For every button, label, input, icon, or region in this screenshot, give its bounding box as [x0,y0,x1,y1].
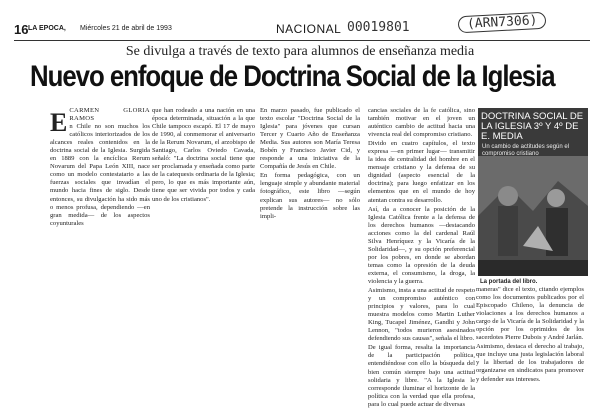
photo-caption: La portada del libro. [480,279,538,285]
article-column-4 [368,107,475,410]
book-cover-photo [478,108,588,276]
column-5-paragraph-1: maneras" dice el texto, citando ejemplos como los documentos publicados por el Episcopado Chileno, la denuncia de violaciones a los derechos humanos a cargo de la Vicaría de la Solidaridad y la opción por los oprimidos de los sacerdotes Pierre Dubois y André Jarlán. [476,286,584,342]
column-4-paragraph-4: Asimismo, insta a una actitud de respeto y un compromiso auténtico con principios y valores, para lo cual muestra modelos como Martin Luther King, Tucapel Jiménez, Gandhi y John Lennon, "todos murieron asesinados defendiendo sus causas", señala el libro. [368,287,475,343]
section-name: NACIONAL [276,22,342,36]
masthead [14,13,594,38]
column-4-paragraph-3: Así, da a conocer la posición de la Iglesia Católica frente a la defensa de los derechos humanos —destacando acciones como la del cardenal Raúl Silva Henríquez y la Vicaría de la Solidaridad—, y su opción preferencial por los pobres, en donde se abordan temas como la opresión de la deuda externa, el consumismo, la droga, la violencia y la guerra. [368,205,475,285]
cover-title: DOCTRINA SOCIAL DE LA IGLESIA 3º Y 4º DE E. MEDIA [481,111,584,142]
column-4-paragraph-1: cancias sociales de la fe católica, sino también motivar en el joven un auténtico cambio de actitud hacia una vivencia real del compromiso cristiano. [368,107,475,139]
article-headline: Nuevo enfoque de Doctrina Social de la Iglesia [30,60,555,93]
article-column-3 [260,107,360,222]
column-3-paragraph-1: En marzo pasado, fue publicado el texto escolar "Doctrina Social de la Iglesia" para jóvenes que cursan Tercer y Cuarto Año de Enseñanza Media. Sus autores son María Teresa Bobén y Francisco Javier Cid, y responde a una iniciativa de la Compañía de Jesús en Chile. [260,107,360,171]
column-5-paragraph-2: Asimismo, destaca el derecho al trabajo, que incluye una justa legislación laboral y la libertad de los trabajadores de organizarse en sindicatos para promover y defender sus intereses. [476,343,584,383]
column-1-text: n Chile no son muchos los católicos interiorizados de los alcances reales contenidos en la doctrina social de la Iglesia. Surgida en 1889 con la encíclica Rerum Novarum del Papa León XIII, nace como un modelo contestatario a las fuerzas sociales que invadían el mundo hacia fines de siglo. Desde entonces, su divulgación ha sido más o menos profusa, dependiendo —en gran medida— de los aspectos coyunturales [50,123,150,227]
archive-code-printed: 00019801 [347,20,410,35]
article-column-1 [50,107,150,229]
article-column-5 [476,286,584,385]
column-4-paragraph-5: De igual forma, resalta la importancia de la participación política, entendiéndose con ello la búsqueda del bien común siempre bajo una actitud solidaria y libre. "A la Iglesia le corresponde iluminar el horizonte de la política con la verdad que ella profesa, para lo cual puede actuar de diversas [368,344,475,408]
column-2-text: que han rodeado a una nación en una época determinada, situación a la que Chile tampoco escapó. El 17 de mayo de 1990, al conmemorar el aniversario de la Rerum Novarum, el arzobispo de Santiago, Carlos Oviedo Cavada, señaló: "La doctrina social tiene que ser proclamada y enseñada como parte de la catequesis ordinaria de la Iglesia; pero, lo que es más importante aún, tiene que ser vivida por todos y cada uno de los cristianos". [152,107,255,203]
newspaper-name: LA EPOCA, [28,25,66,32]
article-kicker: Se divulga a través de texto para alumnos de enseñanza media [125,44,475,59]
article-column-2 [152,107,255,205]
issue-date: Miércoles 21 de abril de 1993 [80,25,172,32]
byline: CARMEN GLORIA RAMOS [69,107,150,123]
column-3-paragraph-2: En forma pedagógica, con un lenguaje simple y abundante material fotográfico, este libro —según explican sus autores— no sólo pretende la instrucción sobre las impli- [260,172,360,220]
masthead-rule [14,40,590,41]
column-4-paragraph-2: Divido en cuatro capítulos, el texto expresa —en primer lugar— transmitir la idea de centralidad del hombre en el mensaje cristiano y la defensa de su dignidad (aspecto esencial de la doctrina); para luego enfatizar en los elementos que en el mundo de hoy atentan contra su desarrollo. [368,140,475,204]
archive-code-handwritten: (ARN7306) [458,12,547,34]
cover-subtitle: Un cambio de actitudes según el compromiso cristiano [482,144,570,157]
drop-cap: E [50,108,68,137]
page-number: 16 [14,22,29,37]
cover-illustration [478,156,588,276]
